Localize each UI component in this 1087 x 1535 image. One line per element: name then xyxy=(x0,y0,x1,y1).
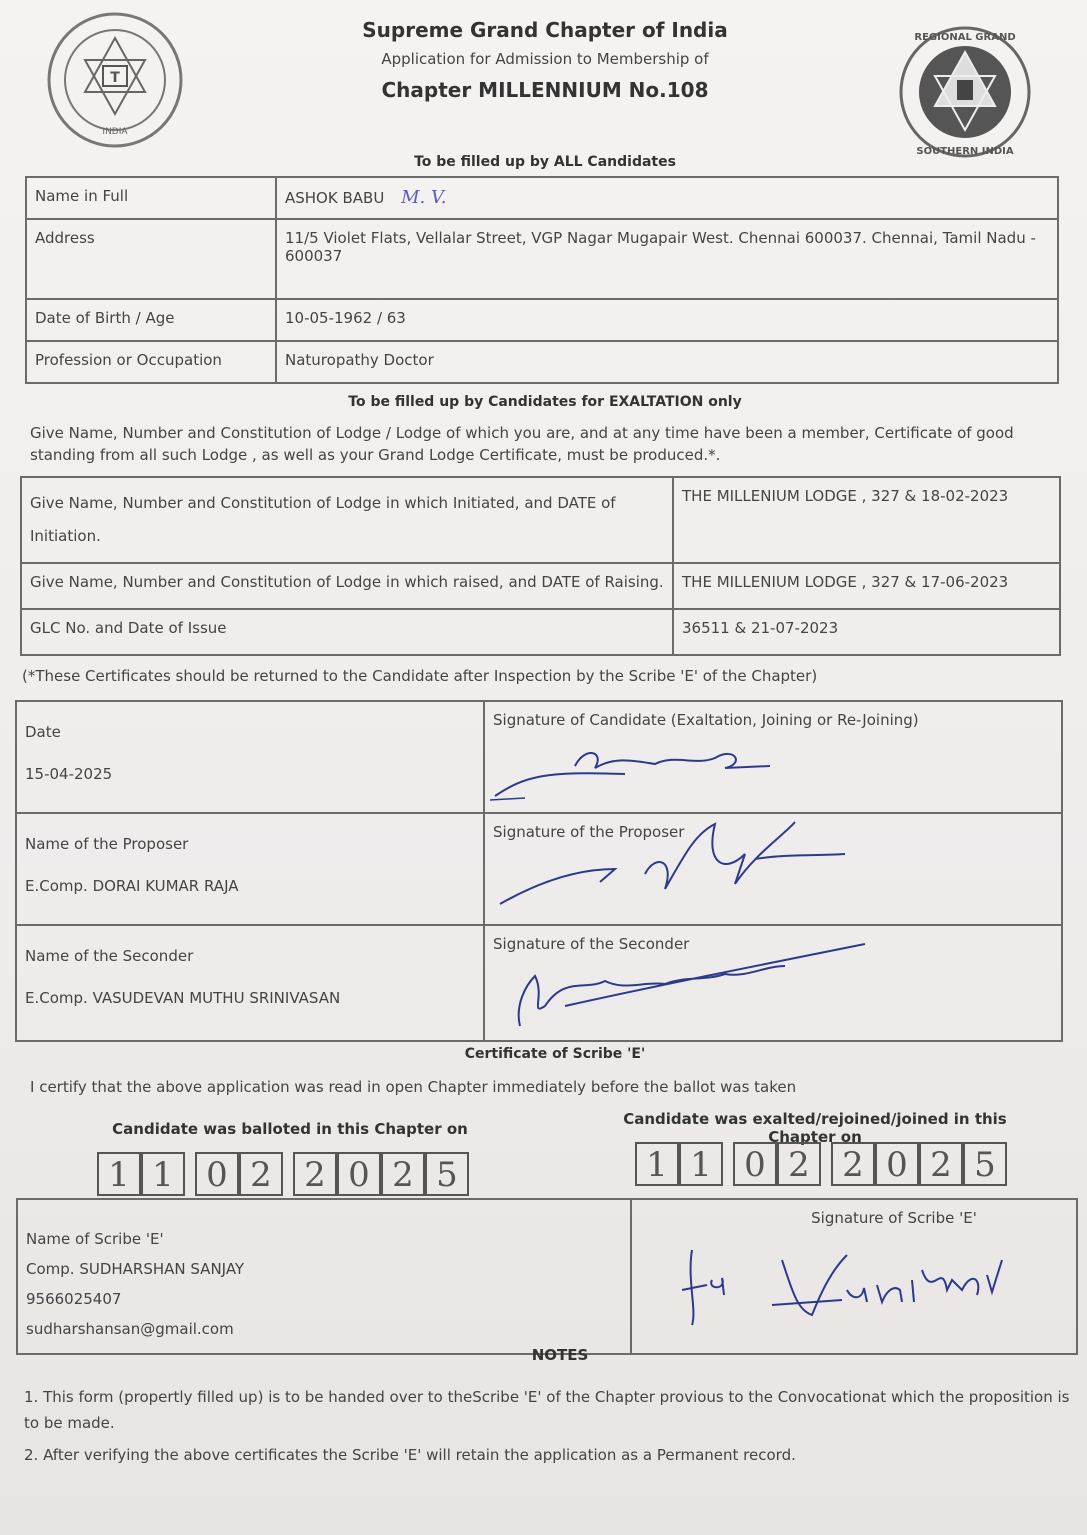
proposer-name: E.Comp. DORAI KUMAR RAJA xyxy=(25,877,239,895)
seconder-signature-cell xyxy=(484,925,1062,1041)
profession-label: Profession or Occupation xyxy=(26,341,276,383)
balloted-digit: 0 xyxy=(195,1152,239,1196)
balloted-digit: 1 xyxy=(97,1152,141,1196)
svg-text:REGIONAL GRAND: REGIONAL GRAND xyxy=(914,32,1016,43)
candidate-details-table xyxy=(25,176,1059,384)
supreme-grand-chapter-seal xyxy=(45,10,185,150)
exalted-digit: 0 xyxy=(875,1142,919,1186)
chapter-title: Chapter MILLENNIUM No.108 xyxy=(381,78,709,102)
org-title: Supreme Grand Chapter of India xyxy=(362,18,728,42)
glc-value: 36511 & 21-07-2023 xyxy=(673,609,1060,655)
balloted-date-boxes xyxy=(97,1152,469,1196)
scribe-phone: 9566025407 xyxy=(26,1290,122,1308)
initiation-label: Give Name, Number and Constitution of Lodge in which Initiated, and DATE of Initiation. xyxy=(21,477,673,563)
exalted-digit: 5 xyxy=(963,1142,1007,1186)
seconder-signature-label: Signature of the Seconder xyxy=(493,935,690,953)
scribe-table xyxy=(16,1198,1078,1355)
candidate-signature-image xyxy=(485,736,785,806)
balloted-label: Candidate was balloted in this Chapter on xyxy=(112,1120,468,1138)
balloted-digit: 2 xyxy=(293,1152,337,1196)
exalted-digit: 1 xyxy=(679,1142,723,1186)
certificate-heading: Certificate of Scribe 'E' xyxy=(464,1046,646,1062)
note-item-2: 2. After verifying the above certificates the Scribe 'E' will retain the application as a Permanent record. xyxy=(24,1446,796,1464)
date-value: 15-04-2025 xyxy=(25,765,113,783)
name-label: Name in Full xyxy=(26,177,276,219)
name-handwritten-initials: M. V. xyxy=(401,187,447,208)
raising-value: THE MILLENIUM LODGE , 327 & 17-06-2023 xyxy=(673,563,1060,609)
dob-label: Date of Birth / Age xyxy=(26,299,276,341)
address-value: 11/5 Violet Flats, Vellalar Street, VGP Nagar Mugapair West. Chennai 600037. Chennai, Tamil Nadu - 600037 xyxy=(276,219,1058,299)
svg-text:T: T xyxy=(110,70,120,86)
lodge-details-table xyxy=(20,476,1061,656)
proposer-cell xyxy=(16,813,484,925)
initiation-value: THE MILLENIUM LODGE , 327 & 18-02-2023 xyxy=(673,477,1060,563)
balloted-digit: 1 xyxy=(141,1152,185,1196)
exalted-digit: 2 xyxy=(919,1142,963,1186)
name-value: ASHOK BABU xyxy=(285,189,385,207)
balloted-digit: 5 xyxy=(425,1152,469,1196)
exalted-label: Candidate was exalted/rejoined/joined in this Chapter on xyxy=(623,1110,1007,1146)
exalted-date-boxes xyxy=(635,1142,1007,1186)
address-label: Address xyxy=(26,219,276,299)
dob-value: 10-05-1962 / 63 xyxy=(276,299,1058,341)
exalted-digit: 2 xyxy=(777,1142,821,1186)
exaltation-instruction: Give Name, Number and Constitution of Lodge / Lodge of which you are, and at any time have been a member, Certificate of good standing from all such Lodge , as well as your Grand Lodge Certificate, must be produced.*. xyxy=(30,424,1014,464)
name-cell xyxy=(276,177,1058,219)
form-subtitle: Application for Admission to Membership of xyxy=(381,50,709,68)
balloted-digit: 0 xyxy=(337,1152,381,1196)
section-all-heading: To be filled up by ALL Candidates xyxy=(414,154,676,170)
glc-label: GLC No. and Date of Issue xyxy=(21,609,673,655)
seconder-signature-image xyxy=(505,936,875,1036)
scribe-name: Comp. SUDHARSHAN SANJAY xyxy=(26,1260,245,1278)
svg-text:INDIA: INDIA xyxy=(102,127,128,137)
seconder-label: Name of the Seconder xyxy=(25,947,194,965)
certificates-footnote: (*These Certificates should be returned to the Candidate after Inspection by the Scribe 'E' of the Chapter) xyxy=(22,667,818,685)
scribe-email: sudharshansan@gmail.com xyxy=(26,1320,234,1338)
seconder-cell xyxy=(16,925,484,1041)
signatures-table xyxy=(15,700,1063,1042)
scribe-details-cell xyxy=(17,1199,631,1354)
notes-heading: NOTES xyxy=(531,1346,589,1364)
scribe-signature-label: Signature of Scribe 'E' xyxy=(811,1209,977,1227)
exalted-digit: 2 xyxy=(831,1142,875,1186)
proposer-signature-cell xyxy=(484,813,1062,925)
exalted-digit: 0 xyxy=(733,1142,777,1186)
date-label: Date xyxy=(25,723,61,741)
balloted-digit: 2 xyxy=(381,1152,425,1196)
proposer-signature-label: Signature of the Proposer xyxy=(493,823,685,841)
scribe-signature-image xyxy=(672,1230,1052,1330)
regional-grand-chapter-seal xyxy=(895,22,1035,162)
balloted-digit: 2 xyxy=(239,1152,283,1196)
raising-label: Give Name, Number and Constitution of Lodge in which raised, and DATE of Raising. xyxy=(21,563,673,609)
profession-value: Naturopathy Doctor xyxy=(276,341,1058,383)
section-exaltation-heading: To be filled up by Candidates for EXALTATION only xyxy=(348,394,742,410)
candidate-signature-cell xyxy=(484,701,1062,813)
note-item-1: 1. This form (propertly filled up) is to be handed over to theScribe 'E' of the Chapter provious to the Convocationat which the proposition is to be made. xyxy=(24,1388,1070,1432)
scribe-name-label: Name of Scribe 'E' xyxy=(26,1230,164,1248)
date-cell xyxy=(16,701,484,813)
exalted-digit: 1 xyxy=(635,1142,679,1186)
svg-text:SOUTHERN INDIA: SOUTHERN INDIA xyxy=(916,146,1014,157)
seconder-name: E.Comp. VASUDEVAN MUTHU SRINIVASAN xyxy=(25,989,341,1007)
proposer-label: Name of the Proposer xyxy=(25,835,189,853)
scribe-signature-cell xyxy=(631,1199,1077,1354)
certificate-statement: I certify that the above application was read in open Chapter immediately before the ballot was taken xyxy=(30,1078,797,1096)
candidate-signature-label: Signature of Candidate (Exaltation, Joining or Re-Joining) xyxy=(493,711,919,729)
proposer-signature-image xyxy=(495,814,875,919)
